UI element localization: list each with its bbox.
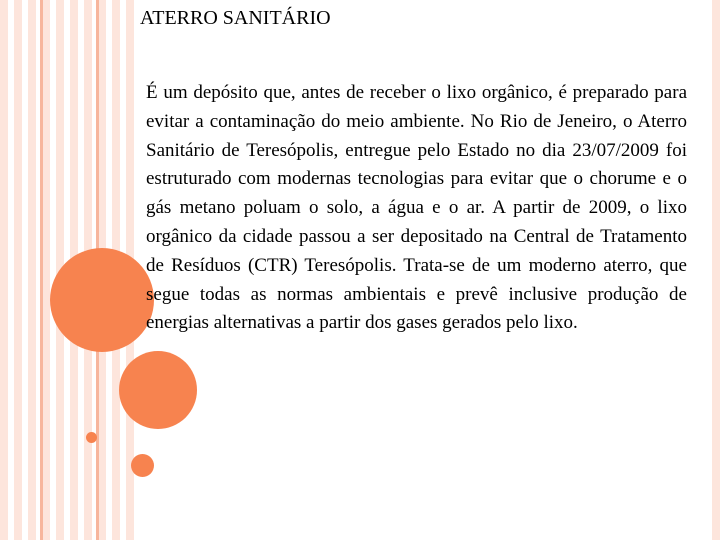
decorative-circle-tiny <box>86 432 97 443</box>
decorative-stripe-right <box>712 0 720 540</box>
slide-title: ATERRO SANITÁRIO <box>140 7 331 29</box>
slide-body-text: É um depósito que, antes de receber o lixo orgânico, é preparado para evitar a contaminação do meio ambiente. No Rio de Jeneiro, o Aterro Sanitário de Teresópolis, entregue pelo Estado no dia 23/07/2009 foi estruturado com modernas tecnologias para evitar que o chorume e o gás metano poluam o solo, a água e o ar. A partir de 2009, o lixo orgânico da cidade passou a ser depositado na Central de Tratamento de Resíduos (CTR) Teresópolis. Trata-se de um moderno aterro, que segue todas as normas ambientais e prevê inclusive produção de energias alternativas a partir dos gases gerados pelo lixo. <box>146 82 687 334</box>
decorative-circle-medium <box>119 351 197 429</box>
decorative-stripe-accent <box>40 0 43 540</box>
decorative-circle-large <box>50 248 154 352</box>
decorative-circle-small <box>131 454 154 477</box>
